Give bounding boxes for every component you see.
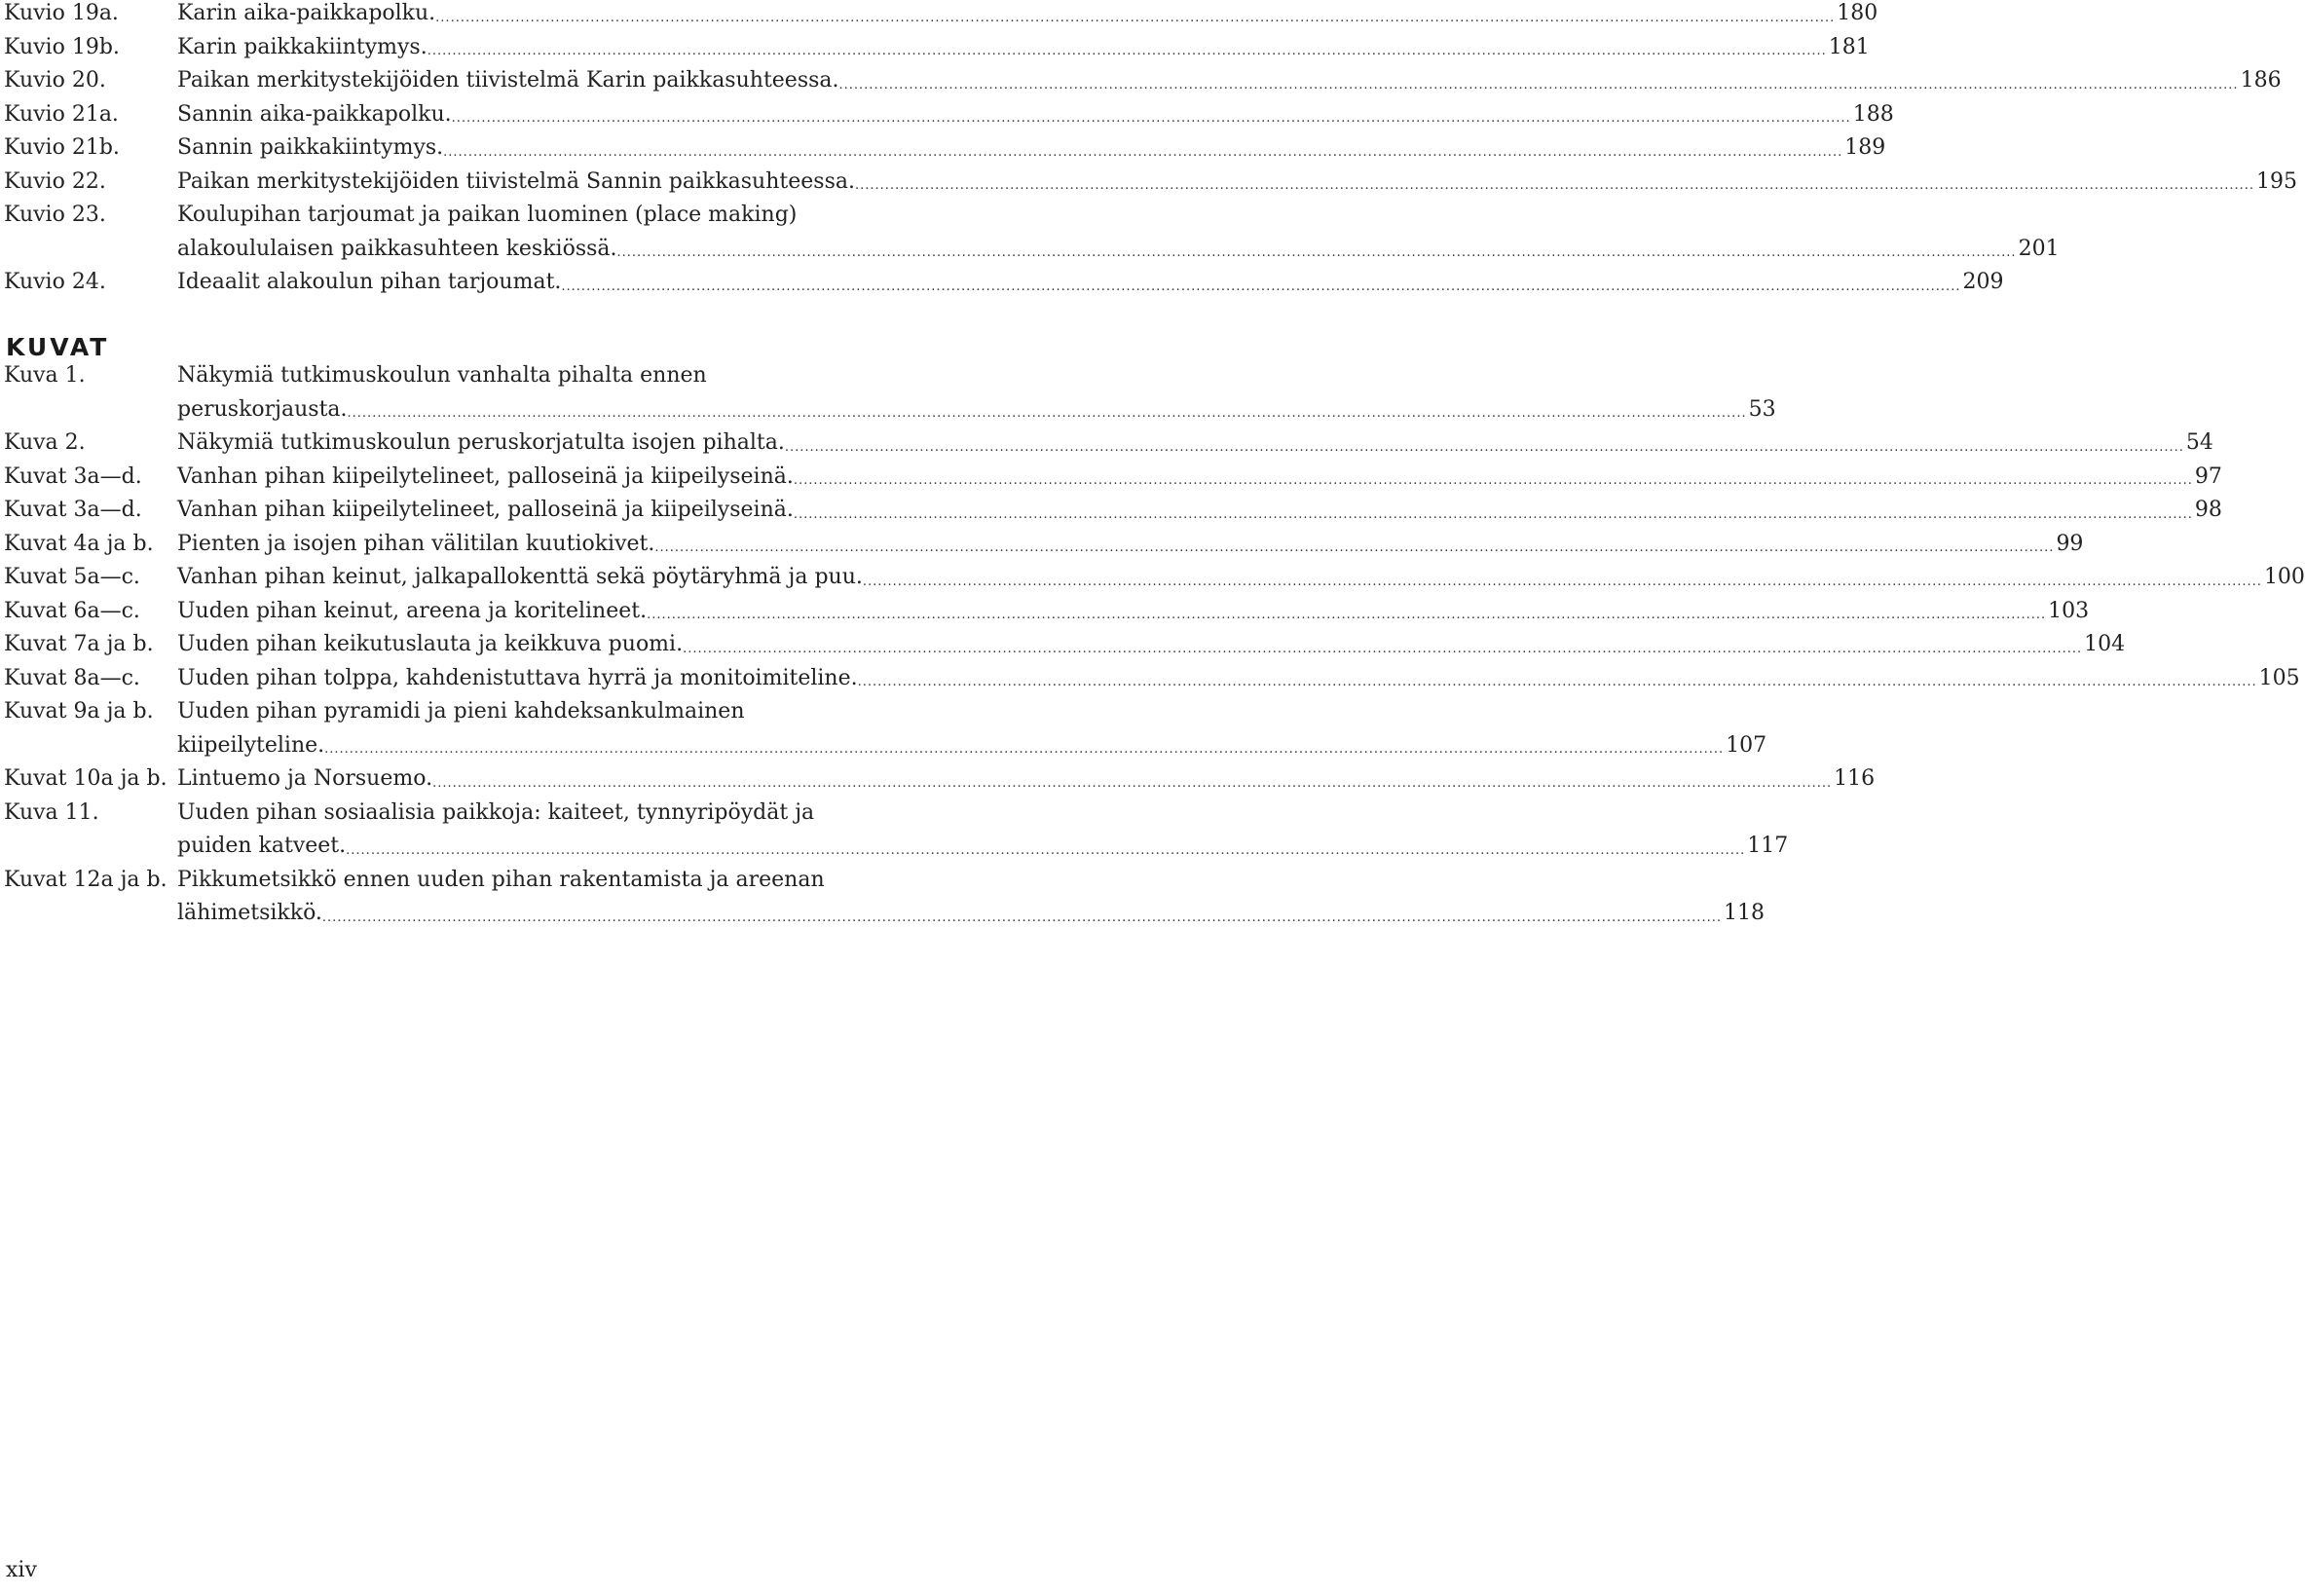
dot-leader xyxy=(435,6,1835,31)
dot-leader xyxy=(428,39,1827,64)
entry-label: Kuvat 6a—c. xyxy=(4,598,140,623)
entry-line xyxy=(177,233,2060,267)
entry-label: Kuvat 3a—d. xyxy=(4,464,142,489)
entry-label: Kuvat 7a ja b. xyxy=(4,632,154,656)
dot-leader xyxy=(855,173,2254,199)
entry-line xyxy=(177,166,2297,200)
toc-entry[interactable] xyxy=(4,31,1870,65)
entry-line xyxy=(177,830,1788,864)
entry-line xyxy=(177,528,2083,562)
entry-title: Pikkumetsikkö ennen uuden pihan rakentamista ja areenan xyxy=(177,867,825,892)
entry-title: Paikan merkitystekijöiden tiivistelmä Karin paikkasuhteessa. xyxy=(177,68,839,93)
entry-label: Kuva 1. xyxy=(4,363,86,388)
dot-leader xyxy=(348,401,1747,427)
toc-entry[interactable] xyxy=(4,461,2222,495)
entry-line xyxy=(177,494,2222,528)
entry-line xyxy=(177,695,1766,729)
entry-title: Uuden pihan keikutuslauta ja keikkuva puomi. xyxy=(177,632,684,656)
dot-leader xyxy=(654,536,2054,561)
entry-title: Ideaalit alakoulun pihan tarjoumat. xyxy=(177,270,562,294)
entry-label: Kuvat 10a ja b. xyxy=(4,766,167,791)
entry-line xyxy=(177,266,2003,300)
entry-line xyxy=(177,595,2089,629)
entry-line xyxy=(177,797,1788,831)
dot-leader xyxy=(785,435,2184,461)
entry-line xyxy=(177,897,1765,931)
entry-title: Uuden pihan pyramidi ja pieni kahdeksankulmainen xyxy=(177,699,745,724)
entry-title: Uuden pihan sosiaalisia paikkoja: kaiteet, tynnyripöydät ja xyxy=(177,799,815,825)
entry-label: Kuvio 22. xyxy=(4,168,106,194)
page-reference: 186 xyxy=(2240,68,2282,93)
toc-entry[interactable] xyxy=(4,595,2090,629)
entry-label: Kuvat 12a ja b. xyxy=(4,867,167,892)
dot-leader xyxy=(452,106,1851,131)
entry-title: Vanhan pihan kiipeilytelineet, palloseinä ja kiipeilyseinä. xyxy=(177,464,794,489)
toc-entry[interactable] xyxy=(4,628,2126,662)
entry-body xyxy=(177,199,2060,266)
entry-body xyxy=(177,561,2305,595)
entry-body xyxy=(177,662,2300,696)
entry-line xyxy=(177,427,2213,461)
dot-leader xyxy=(322,906,1722,931)
toc-entry[interactable] xyxy=(4,864,1765,931)
entry-line xyxy=(177,199,2060,233)
entry-title: Karin aika-paikkapolku. xyxy=(177,1,436,25)
entry-line xyxy=(177,98,1894,132)
figure-list xyxy=(4,0,2298,300)
entry-title: Näkymiä tutkimuskoulun vanhalta pihalta ennen xyxy=(177,363,707,388)
entry-title: alakoululaisen paikkasuhteen keskiössä. xyxy=(177,236,617,261)
entry-label: Kuvio 19a. xyxy=(4,1,119,25)
page-reference: 107 xyxy=(1726,732,1767,758)
entry-title: Karin paikkakiintymys. xyxy=(177,34,428,59)
dot-leader xyxy=(617,241,2017,266)
dot-leader xyxy=(647,603,2046,628)
entry-label: Kuvio 24. xyxy=(4,270,106,294)
page-number: xiv xyxy=(6,1558,37,1582)
entry-line xyxy=(177,393,1776,427)
entry-body xyxy=(177,266,2003,300)
section-heading-kuvat: KUVAT xyxy=(6,333,110,361)
toc-entry[interactable] xyxy=(4,561,2305,595)
entry-body xyxy=(177,359,1776,427)
entry-body xyxy=(177,98,1894,132)
dot-leader xyxy=(794,468,2193,494)
entry-title: puiden katveet. xyxy=(177,834,347,858)
entry-body xyxy=(177,0,1877,31)
entry-body xyxy=(177,797,1788,864)
toc-entry[interactable] xyxy=(4,266,2004,300)
entry-body xyxy=(177,31,1870,65)
toc-entry[interactable] xyxy=(4,762,1876,797)
entry-body xyxy=(177,166,2297,200)
entry-body xyxy=(177,494,2222,528)
dot-leader xyxy=(794,502,2193,528)
entry-title: peruskorjausta. xyxy=(177,396,348,422)
page-reference: 53 xyxy=(1748,396,1776,422)
entry-body xyxy=(177,695,1766,762)
entry-label: Kuva 2. xyxy=(4,430,86,455)
page-reference: 103 xyxy=(2048,598,2090,623)
entry-line xyxy=(177,31,1870,65)
entry-title: Lintuemo ja Norsuemo. xyxy=(177,766,433,791)
entry-body xyxy=(177,762,1875,797)
toc-entry[interactable] xyxy=(4,199,2060,266)
entry-label: Kuvio 21b. xyxy=(4,135,120,160)
entry-title: kiipeilyteline. xyxy=(177,732,325,758)
page-reference: 116 xyxy=(1834,766,1876,791)
entry-label: Kuvat 4a ja b. xyxy=(4,531,154,556)
dot-leader xyxy=(561,275,1960,300)
entry-title: Sannin paikkakiintymys. xyxy=(177,135,444,160)
entry-line xyxy=(177,662,2300,696)
toc-entry[interactable] xyxy=(4,359,1776,427)
page-reference: 104 xyxy=(2084,632,2126,656)
dot-leader xyxy=(346,838,1745,864)
toc-entry[interactable] xyxy=(4,427,2213,461)
page-reference: 118 xyxy=(1723,901,1765,925)
entry-body xyxy=(177,461,2222,495)
entry-title: Paikan merkitystekijöiden tiivistelmä Sannin paikkasuhteessa. xyxy=(177,168,855,194)
entry-line xyxy=(177,64,2282,98)
entry-title: lähimetsikkö. xyxy=(177,901,322,925)
page-reference: 100 xyxy=(2263,565,2305,589)
dot-leader xyxy=(839,73,2239,98)
entry-line xyxy=(177,0,1877,31)
entry-line xyxy=(177,628,2125,662)
page-reference: 117 xyxy=(1747,834,1789,858)
entry-label: Kuvat 3a—d. xyxy=(4,498,142,522)
dot-leader xyxy=(863,570,2262,595)
dot-leader xyxy=(683,637,2082,662)
dot-leader xyxy=(432,771,1832,797)
dot-leader xyxy=(858,670,2257,695)
entry-line xyxy=(177,131,1885,166)
entry-title: Vanhan pihan kiipeilytelineet, palloseinä ja kiipeilyseinä. xyxy=(177,498,794,522)
photo-list xyxy=(4,359,2305,931)
entry-title: Näkymiä tutkimuskoulun peruskorjatulta isojen pihalta. xyxy=(177,430,785,455)
page-reference: 98 xyxy=(2194,498,2222,522)
entry-label: Kuva 11. xyxy=(4,799,99,825)
entry-label: Kuvat 5a—c. xyxy=(4,565,140,589)
entry-title: Pienten ja isojen pihan välitilan kuutiokivet. xyxy=(177,531,655,556)
page-reference: 180 xyxy=(1837,1,1878,25)
entry-body xyxy=(177,64,2282,98)
page-reference: 209 xyxy=(1962,270,2004,294)
dot-leader xyxy=(324,737,1724,762)
dot-leader xyxy=(443,140,1842,166)
entry-body xyxy=(177,427,2213,461)
toc-entry[interactable] xyxy=(4,695,1767,762)
entry-title: Uuden pihan tolppa, kahdenistuttava hyrrä ja monitoimiteline. xyxy=(177,665,858,690)
entry-line xyxy=(177,461,2222,495)
entry-body xyxy=(177,131,1885,166)
entry-line xyxy=(177,762,1875,797)
toc-entry[interactable] xyxy=(4,662,2300,696)
entry-body xyxy=(177,628,2125,662)
entry-line xyxy=(177,729,1766,763)
entry-title: Uuden pihan keinut, areena ja koritelineet. xyxy=(177,598,648,623)
page-reference: 201 xyxy=(2018,236,2060,261)
page-reference: 97 xyxy=(2194,464,2222,489)
entry-label: Kuvio 23. xyxy=(4,203,106,227)
page-reference: 99 xyxy=(2056,531,2084,556)
entry-label: Kuvat 8a—c. xyxy=(4,665,140,690)
toc-entry[interactable] xyxy=(4,528,2084,562)
entry-title: Vanhan pihan keinut, jalkapallokenttä sekä pöytäryhmä ja puu. xyxy=(177,565,863,589)
entry-body xyxy=(177,595,2089,629)
entry-label: Kuvio 20. xyxy=(4,68,106,93)
entry-line xyxy=(177,561,2305,595)
entry-label: Kuvat 9a ja b. xyxy=(4,699,154,724)
toc-entry[interactable] xyxy=(4,166,2298,200)
entry-body xyxy=(177,864,1765,931)
page-reference: 195 xyxy=(2256,168,2298,194)
entry-label: Kuvio 21a. xyxy=(4,101,119,127)
toc-entry[interactable] xyxy=(4,0,1878,31)
entry-line xyxy=(177,864,1765,898)
page-reference: 181 xyxy=(1828,34,1870,59)
entry-title: Sannin aika-paikkapolku. xyxy=(177,101,452,127)
entry-line xyxy=(177,359,1776,393)
toc-entry[interactable] xyxy=(4,98,1894,132)
page-reference: 188 xyxy=(1852,101,1894,127)
page-reference: 189 xyxy=(1844,135,1886,160)
toc-entry[interactable] xyxy=(4,131,1886,166)
toc-entry[interactable] xyxy=(4,494,2222,528)
entry-label: Kuvio 19b. xyxy=(4,34,120,59)
toc-entry[interactable] xyxy=(4,64,2282,98)
page-reference: 54 xyxy=(2185,430,2213,455)
toc-entry[interactable] xyxy=(4,797,1789,864)
entry-body xyxy=(177,528,2083,562)
entry-title: Koulupihan tarjoumat ja paikan luominen (place making) xyxy=(177,203,798,227)
page-reference: 105 xyxy=(2258,665,2300,690)
